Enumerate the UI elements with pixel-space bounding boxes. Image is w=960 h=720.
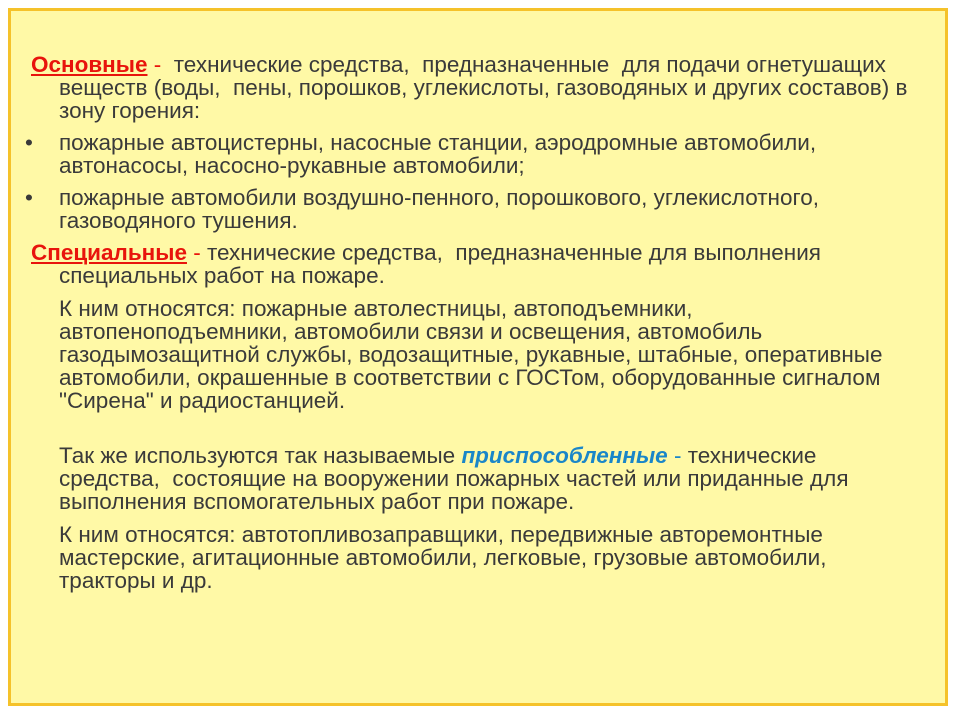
bullet-item (23, 131, 923, 177)
adapted-means-text: технические средства, состоящие на вооружении пожарных частей или приданные для выполнения вспомогательных работ при пожаре. (59, 443, 855, 514)
adapted-means-intro: Так же используются так называемые (59, 443, 462, 468)
adapted-means-paragraph (23, 444, 923, 513)
special-means-text: технические средства, предназначенные для выполнения специальных работ на пожаре. (59, 240, 828, 288)
special-means-list: К ним относятся: пожарные автолестницы, автоподъемники, автопеноподъемники, автомобили связи и освещения, автомобиль газодымозащитной службы, водозащитные, рукавные, штабные, оперативные автомобили, окрашенные в соответствии с ГОСТом, оборудованные сигналом "Сирена" и радиостанцией. (59, 296, 883, 413)
special-means-term: Специальные (31, 240, 187, 265)
adapted-means-list: К ним относятся: автотопливозаправщики, передвижные авторемонтные мастерские, агитационные автомобили, легковые, грузовые автомобили, тракторы и др. (59, 522, 827, 593)
bullet-item (23, 186, 923, 232)
main-means-dash: - (147, 52, 162, 77)
main-means-paragraph (23, 53, 923, 122)
special-means-paragraph (23, 241, 923, 287)
main-means-term: Основные (31, 52, 148, 77)
slide-text (23, 53, 923, 592)
bullet-symbol: • (25, 130, 33, 155)
main-means-text: технические средства, предназначенные для подачи огнетушащих веществ (воды, пены, порошков, углекислоты, газоводяных и других составов) в зону горения: (59, 52, 914, 123)
special-means-dash: - (186, 240, 201, 265)
bullet-symbol: • (25, 185, 33, 210)
adapted-means-term: приспособленные (461, 443, 668, 468)
bullet-text: пожарные автомобили воздушно-пенного, порошкового, углекислотного, газоводяного тушения. (59, 185, 819, 233)
bullet-text: пожарные автоцистерны, насосные станции, аэродромные автомобили, автонасосы, насосно-рукавные автомобили; (59, 130, 817, 178)
slide-frame (8, 8, 948, 706)
adapted-means-dash: - (667, 443, 682, 468)
